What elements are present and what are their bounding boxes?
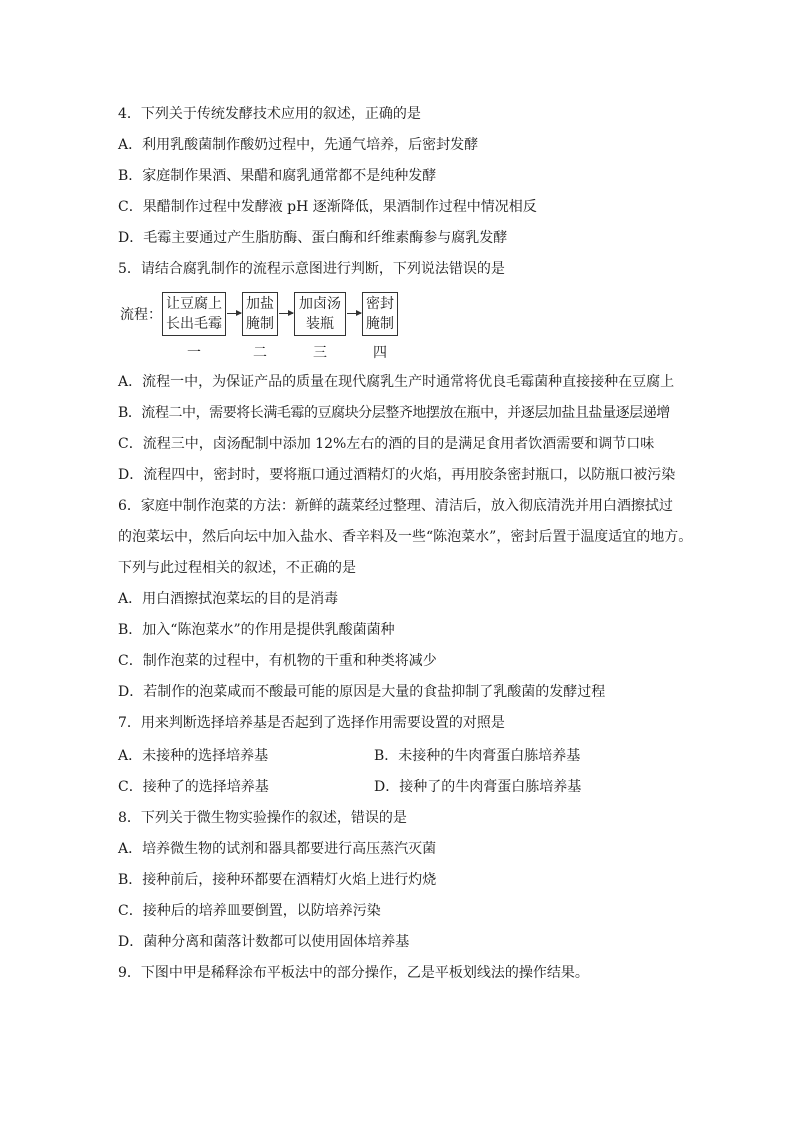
q5-option-b: B．流程二中，需要将长满毛霉的豆腐块分层整齐地摆放在瓶中，并逐层加盐且盐量逐层递增: [118, 405, 670, 421]
flow-label: 流程：: [120, 307, 162, 323]
q4-stem: 4．下列关于传统发酵技术应用的叙述，正确的是: [118, 106, 421, 122]
q4-option-d: D．毛霉主要通过产生脂肪酶、蛋白酶和纤维素酶参与腐乳发酵: [118, 230, 508, 246]
flow-step-4-line1: 密封: [366, 296, 394, 312]
flow-step-1-line2: 长出毛霉: [166, 316, 222, 332]
q7-stem: 7．用来判断选择培养基是否起到了选择作用需要设置的对照是: [118, 715, 505, 731]
flow-step-1-number: 一: [187, 345, 201, 361]
q4-option-b: B．家庭制作果酒、果醋和腐乳通常都不是纯种发酵: [118, 168, 437, 184]
q5-stem: 5．请结合腐乳制作的流程示意图进行判断，下列说法错误的是: [118, 261, 505, 277]
flow-step-3: [294, 292, 346, 336]
flow-step-2: [242, 292, 278, 336]
q6-option-a: A．用白酒擦拭泡菜坛的目的是消毒: [118, 591, 339, 607]
q8-stem: 8．下列关于微生物实验操作的叙述，错误的是: [118, 810, 407, 826]
flow-step-2-line1: 加盐: [246, 296, 274, 312]
q9-stem: 9．下图中甲是稀释涂布平板法中的部分操作，乙是平板划线法的操作结果。: [118, 965, 589, 981]
q7-option-c: C．接种了的选择培养基: [118, 779, 269, 795]
flow-step-2-line2: 腌制: [246, 316, 274, 332]
q7-option-a: A．未接种的选择培养基: [118, 748, 269, 764]
flow-arrow-3: [347, 313, 361, 314]
q6-stem-line2: 的泡菜坛中，然后向坛中加入盐水、香辛料及一些“陈泡菜水”，密封后置于温度适宜的地方。: [118, 529, 693, 545]
flow-diagram: [120, 288, 410, 368]
q5-option-c: C．流程三中，卤汤配制中添加 12%左右的酒的目的是满足食用者饮酒需要和调节口味: [118, 436, 655, 452]
flow-step-3-number: 三: [313, 345, 327, 361]
flow-step-3-line2: 装瓶: [306, 316, 334, 332]
q8-option-a: A．培养微生物的试剂和器具都要进行高压蒸汽灭菌: [118, 841, 437, 857]
q5-option-d: D．流程四中，密封时，要将瓶口通过酒精灯的火焰，再用胶条密封瓶口，以防瓶口被污染: [118, 467, 676, 483]
q4-option-a: A．利用乳酸菌制作酸奶过程中，先通气培养，后密封发酵: [118, 137, 479, 153]
flow-step-3-line1: 加卤汤: [299, 296, 341, 312]
flow-step-2-number: 二: [253, 345, 267, 361]
q6-option-b: B．加入“陈泡菜水”的作用是提供乳酸菌菌种: [118, 622, 395, 638]
flow-arrow-1: [227, 313, 241, 314]
flow-step-4: [362, 292, 398, 336]
q7-option-d: D．接种了的牛肉膏蛋白胨培养基: [374, 779, 582, 795]
q8-option-b: B．接种前后，接种环都要在酒精灯火焰上进行灼烧: [118, 872, 437, 888]
q6-stem-line3: 下列与此过程相关的叙述，不正确的是: [118, 560, 356, 576]
flow-step-1: [162, 292, 226, 336]
q7-option-b: B．未接种的牛肉膏蛋白胨培养基: [374, 748, 581, 764]
flow-step-4-number: 四: [373, 345, 387, 361]
q4-option-c: C．果醋制作过程中发酵液 pH 逐渐降低，果酒制作过程中情况相反: [118, 199, 537, 215]
q6-option-d: D．若制作的泡菜咸而不酸最可能的原因是大量的食盐抑制了乳酸菌的发酵过程: [118, 684, 606, 700]
q5-option-a: A．流程一中，为保证产品的质量在现代腐乳生产时通常将优良毛霉菌种直接接种在豆腐上: [118, 374, 675, 390]
flow-arrow-2: [279, 313, 293, 314]
flow-step-4-line2: 腌制: [366, 316, 394, 332]
flow-step-1-line1: 让豆腐上: [166, 296, 222, 312]
q8-option-c: C．接种后的培养皿要倒置，以防培养污染: [118, 903, 381, 919]
q6-option-c: C．制作泡菜的过程中，有机物的干重和种类将减少: [118, 653, 437, 669]
q6-stem-line1: 6．家庭中制作泡菜的方法：新鲜的蔬菜经过整理、清洁后，放入彻底清洗并用白酒擦拭过: [118, 498, 673, 514]
q8-option-d: D．菌种分离和菌落计数都可以使用固体培养基: [118, 934, 410, 950]
